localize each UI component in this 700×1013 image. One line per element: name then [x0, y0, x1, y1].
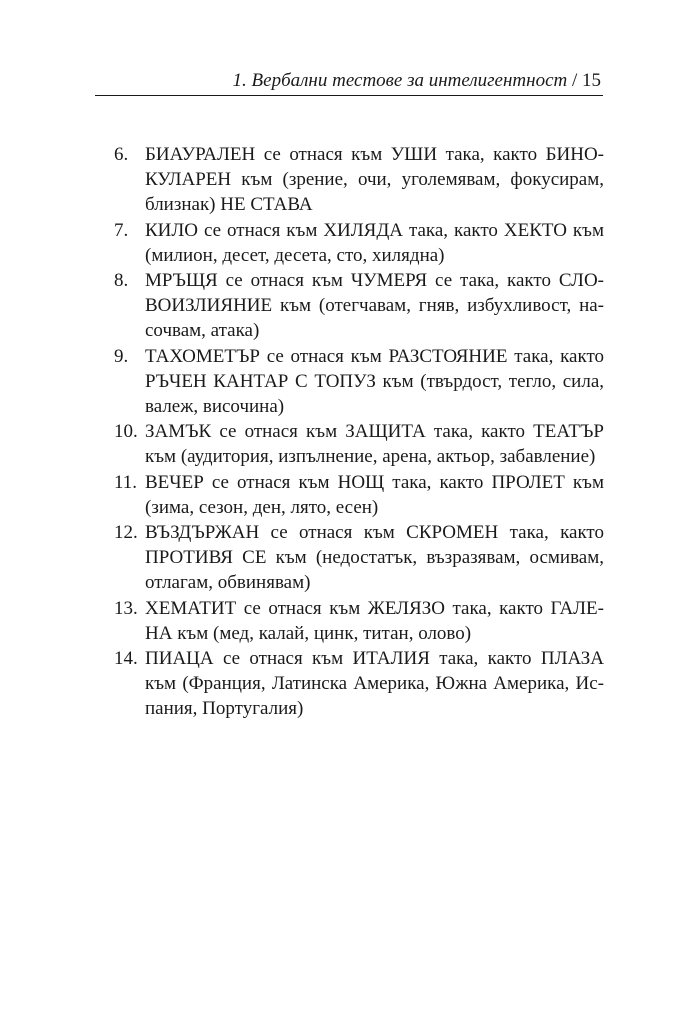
- question-text-line: отлагам, обвинявам): [145, 572, 311, 594]
- question-list: [114, 142, 604, 722]
- question-text-line: НА към (мед, калай, цинк, титан, олово): [145, 622, 472, 644]
- question-item: [114, 344, 604, 420]
- question-text-line: ВЪЗДЪРЖАН се отнася към СКРОМЕН така, както: [145, 522, 604, 544]
- question-text-line: ВОИЗЛИЯНИЕ към (отегчавам, гняв, избухливост, на-: [145, 295, 604, 317]
- question-text-line: ХЕМАТИТ се отнася към ЖЕЛЯЗО така, както ГАЛЕ-: [145, 597, 604, 619]
- question-item: [114, 596, 604, 646]
- question-text-line: ПИАЦА се отнася към ИТАЛИЯ така, както ПЛАЗА: [145, 648, 604, 670]
- question-item: [114, 520, 604, 596]
- question-text-line: ЗАМЪК се отнася към ЗАЩИТА така, както ТЕАТЪР: [145, 421, 604, 443]
- question-number: 14.: [114, 648, 138, 670]
- section-title: 1. Вербални тестове за интелигентност: [232, 70, 568, 91]
- question-number: 6.: [114, 144, 129, 165]
- question-text-line: ТАХОМЕТЪР се отнася към РАЗСТОЯНИЕ така, както: [145, 345, 604, 367]
- question-text-line: валеж, височина): [145, 396, 285, 418]
- question-text-line: към (аудитория, изпълнение, арена, актьор, забавление): [145, 446, 596, 468]
- question-text-line: РЪЧЕН КАНТАР С ТОПУЗ към (твърдост, тегло, сила,: [145, 370, 604, 392]
- question-text-line: (зима, сезон, ден, лято, есен): [145, 496, 379, 518]
- running-head: [95, 68, 601, 94]
- question-item: [114, 268, 604, 344]
- question-text-line: КУЛАРЕН към (зрение, очи, уголемявам, фокусирам,: [145, 169, 604, 191]
- question-text-line: ПРОТИВЯ СЕ към (недостатък, възразявам, осмивам,: [145, 547, 604, 569]
- question-text-line: МРЪЩЯ се отнася към ЧУМЕРЯ се така, както СЛО-: [145, 270, 604, 292]
- question-number: 8.: [114, 270, 129, 292]
- question-text-line: към (Франция, Латинска Америка, Южна Америка, Ис-: [145, 673, 604, 695]
- question-text-line: близнак) НЕ СТАВА: [145, 194, 313, 216]
- question-item: [114, 142, 604, 218]
- header-rule: [95, 95, 603, 96]
- question-number: 9.: [114, 345, 129, 367]
- question-text-line: БИАУРАЛЕН се отнася към УШИ така, както БИНО-: [145, 144, 604, 165]
- header-separator: /: [571, 70, 578, 91]
- question-number: 12.: [114, 522, 138, 544]
- question-item: [114, 419, 604, 469]
- page-number: 15: [582, 70, 601, 91]
- question-number: 13.: [114, 597, 138, 619]
- question-text-line: (милион, десет, десета, сто, хилядна): [145, 244, 445, 266]
- question-item: [114, 470, 604, 520]
- question-text-line: КИЛО се отнася към ХИЛЯДА така, както ХЕКТО към: [145, 219, 604, 241]
- question-item: [114, 646, 604, 722]
- question-number: 11.: [114, 471, 138, 493]
- question-text-line: пания, Португалия): [145, 698, 304, 720]
- question-number: 7.: [114, 219, 129, 241]
- question-item: [114, 218, 604, 268]
- question-number: 10.: [114, 421, 138, 443]
- question-text-line: ВЕЧЕР се отнася към НОЩ така, както ПРОЛЕТ към: [145, 471, 604, 493]
- question-text-line: сочвам, атака): [145, 320, 260, 342]
